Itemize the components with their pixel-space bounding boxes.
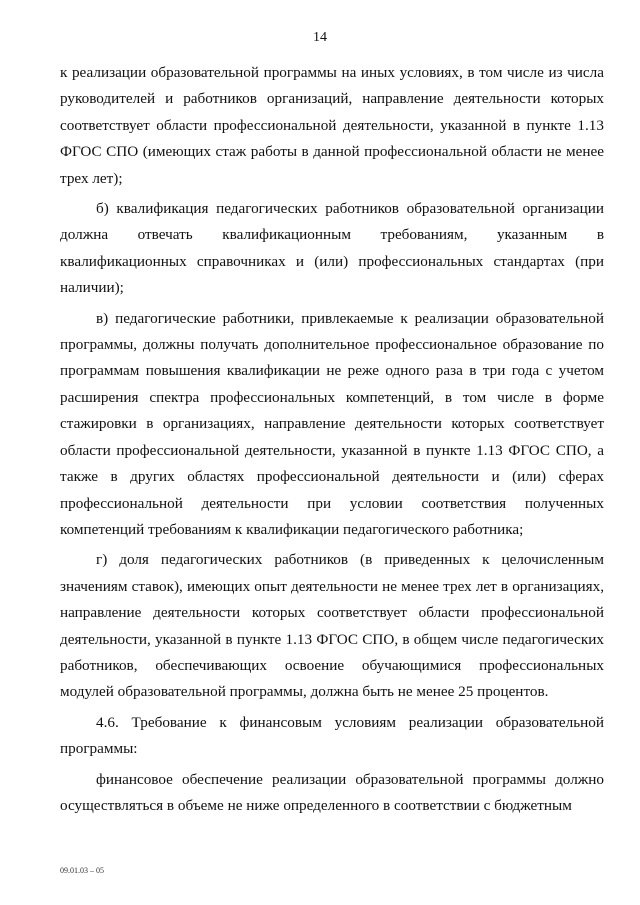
paragraph-continuation: к реализации образовательной программы на иных условиях, в том числе из числа руководителей и работников организаций, направление деятельности которых соответствует области профессиональной деятельности, указанной в пункте 1.13 ФГОС СПО (имеющих стаж работы в данной профессиональной области не менее трех лет);: [60, 64, 604, 187]
paragraph-financial-support: финансовое обеспечение реализации образовательной программы должно осуществляться в объеме не ниже определенного в соответствии с бюджетным: [60, 770, 604, 814]
document-code: 09.01.03 – 05: [60, 866, 104, 875]
document-body: [60, 60, 604, 823]
paragraph-item-b: б) квалификация педагогических работников образовательной организации должна отвечать квалификационным требованиям, указанным в квалификационных справочниках и (или) профессиональных стандартах (при наличии);: [60, 200, 604, 297]
paragraph-item-g: г) доля педагогических работников (в приведенных к целочисленным значениям ставок), имеющих опыт деятельности не менее трех лет в организациях, направление деятельности которых соответствует области профессиональной деятельности, указанной в пункте 1.13 ФГОС СПО, в общем числе педагогических работников, обеспечивающих освоение обучающимися профессиональных модулей образовательной программы, должна быть не менее 25 процентов.: [60, 551, 604, 701]
section-heading-4-6: 4.6. Требование к финансовым условиям реализации образовательной программы:: [60, 713, 604, 758]
page-number: 14: [313, 30, 327, 45]
paragraph-item-v: в) педагогические работники, привлекаемые к реализации образовательной программы, должны получать дополнительное профессиональное образование по программам повышения квалификации не реже одного раза в три года с учетом расширения спектра профессиональных компетенций, в том числе в форме стажировки в организациях, направление деятельности которых соответствует области профессиональной деятельности, указанной в пункте 1.13 ФГОС СПО, а также в других областях профессиональной деятельности и (или) сферах профессиональной деятельности при условии соответствия полученных компетенций требованиям к квалификации педагогического работника;: [60, 309, 604, 538]
